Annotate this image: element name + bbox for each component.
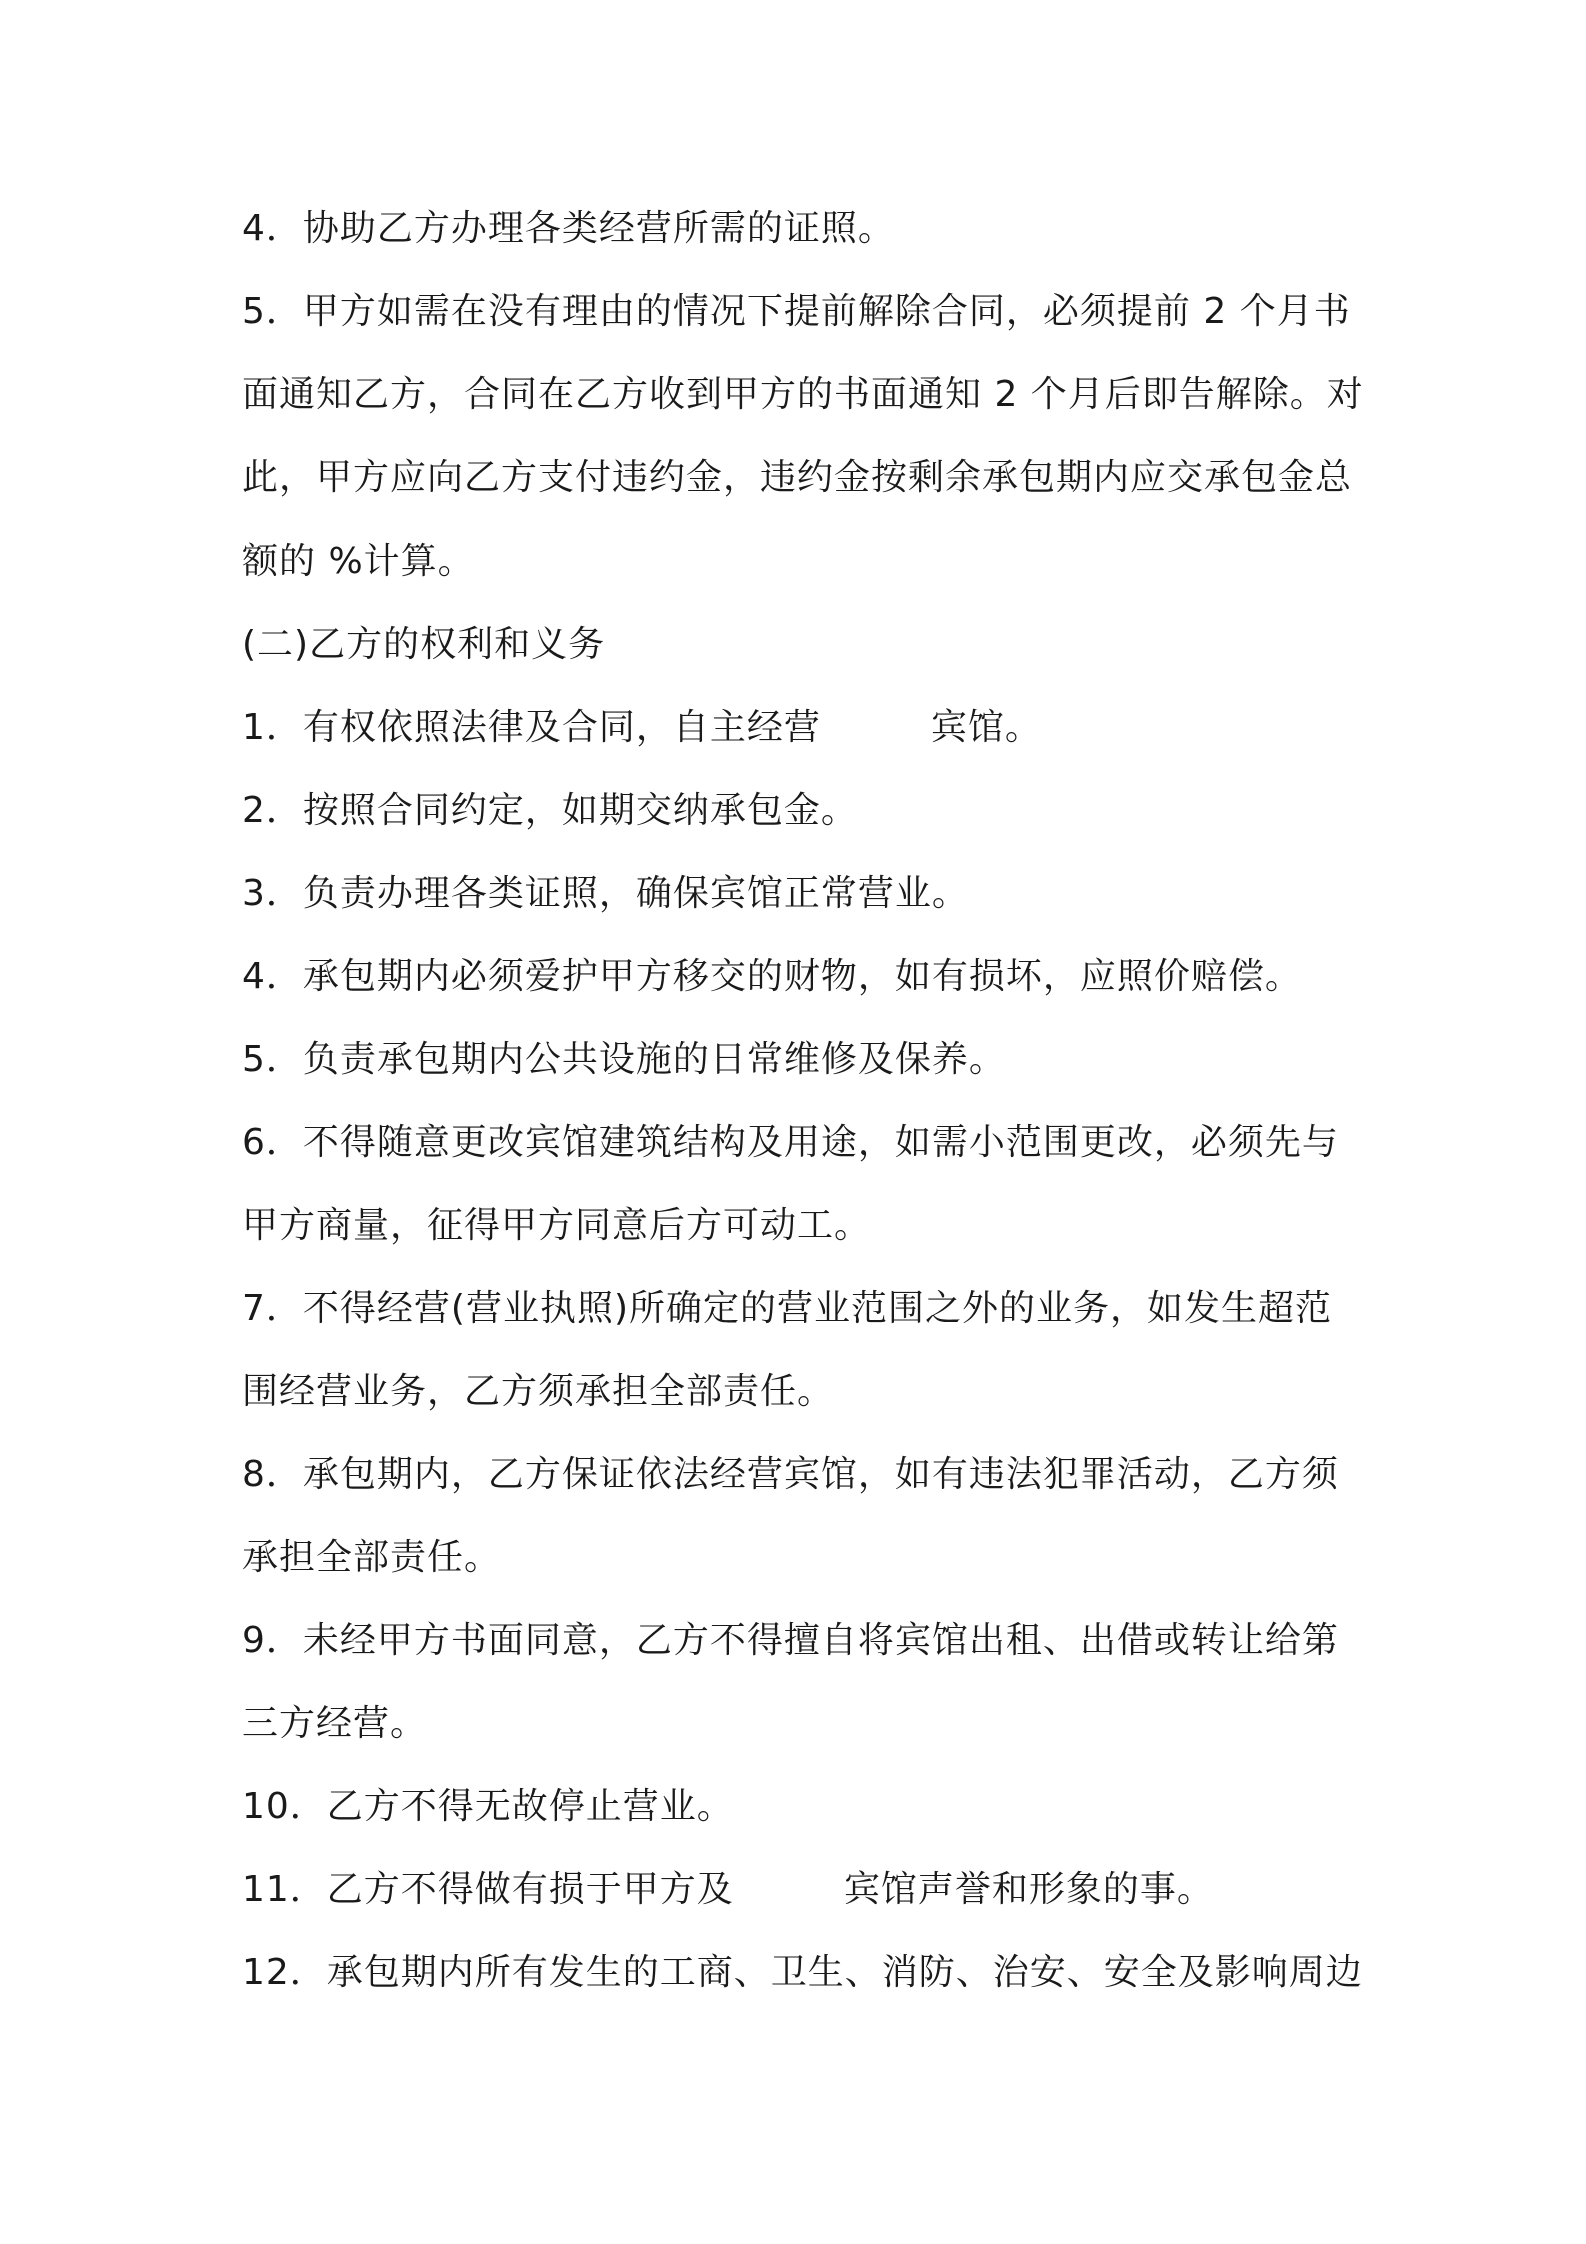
text-line: 9．未经甲方书面同意，乙方不得擅自将宾馆出租、出借或转让给第 — [242, 1620, 1339, 1661]
text-line — [242, 1868, 1362, 1912]
text-segment: 11．乙方不得做有损于甲方及 — [242, 1869, 734, 1910]
text-segment: 宾馆声誉和形象的事。 — [843, 1869, 1214, 1910]
text-line: 12．承包期内所有发生的工商、卫生、消防、治安、安全及影响周边 — [242, 1952, 1363, 1993]
text-line: 甲方商量，征得甲方同意后方可动工。 — [242, 1205, 872, 1246]
text-line: 7．不得经营(营业执照)所确定的营业范围之外的业务，如发生超范 — [242, 1288, 1332, 1329]
section-heading: (二)乙方的权利和义务 — [242, 624, 606, 665]
text-line: 4．承包期内必须爱护甲方移交的财物，如有损坏，应照价赔偿。 — [242, 956, 1302, 997]
text-line: 2．按照合同约定，如期交纳承包金。 — [242, 790, 858, 831]
text-line: 围经营业务，乙方须承担全部责任。 — [242, 1371, 835, 1412]
text-line: 10．乙方不得无故停止营业。 — [242, 1786, 734, 1827]
text-line: 面通知乙方，合同在乙方收到甲方的书面通知 2 个月后即告解除。对 — [242, 374, 1364, 415]
text-segment: 宾馆。 — [930, 707, 1042, 748]
text-line: 3．负责办理各类证照，确保宾馆正常营业。 — [242, 873, 969, 914]
text-line: 承担全部责任。 — [242, 1537, 502, 1578]
text-line: 8．承包期内，乙方保证依法经营宾馆，如有违法犯罪活动，乙方须 — [242, 1454, 1339, 1495]
text-line: 5．负责承包期内公共设施的日常维修及保养。 — [242, 1039, 1006, 1080]
text-line: 6．不得随意更改宾馆建筑结构及用途，如需小范围更改，必须先与 — [242, 1122, 1339, 1163]
text-segment: 1．有权依照法律及合同，自主经营 — [242, 707, 821, 748]
text-line: 此，甲方应向乙方支付违约金，违约金按剩余承包期内应交承包金总 — [242, 457, 1353, 498]
text-line: 三方经营。 — [242, 1703, 428, 1744]
text-line: 额的 %计算。 — [242, 541, 475, 582]
text-line: 5．甲方如需在没有理由的情况下提前解除合同，必须提前 2 个月书 — [242, 291, 1351, 332]
text-line — [242, 706, 1362, 750]
text-line: 4．协助乙方办理各类经营所需的证照。 — [242, 208, 895, 249]
